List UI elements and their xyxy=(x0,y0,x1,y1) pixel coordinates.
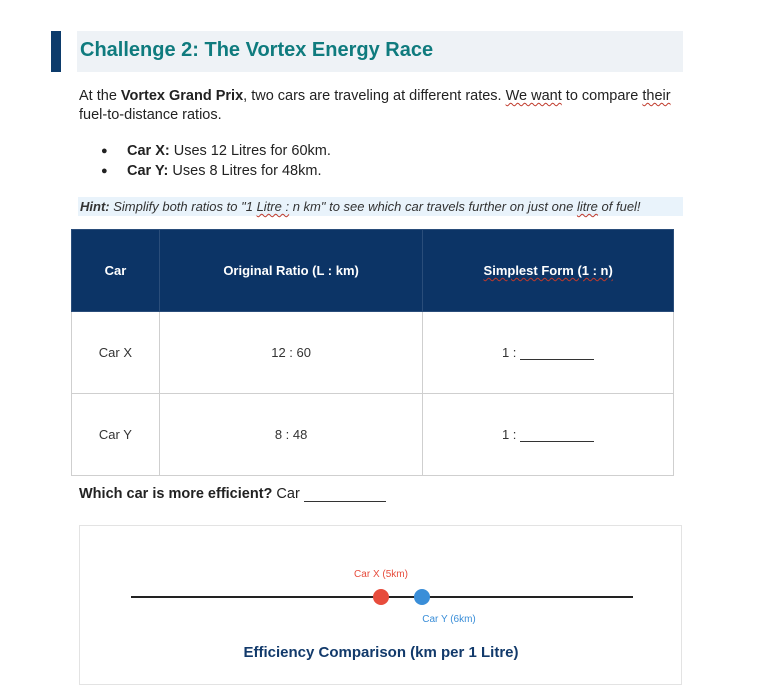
table-row xyxy=(72,394,674,476)
car-y-text: Uses 8 Litres for 48km. xyxy=(168,162,322,179)
hint-text-1: Simplify both ratios to "1 xyxy=(109,199,257,214)
hint-label: Hint: xyxy=(80,199,110,214)
intro-to-compare: to compare xyxy=(561,88,643,104)
car-x-point-label: Car X (5km) xyxy=(354,569,408,580)
intro-middle: , two cars are traveling at different rates. xyxy=(243,88,506,104)
cell-original-ratio: 8 : 48 xyxy=(159,394,423,476)
car-list xyxy=(101,142,331,181)
car-x-point xyxy=(373,589,389,605)
cell-original-ratio: 12 : 60 xyxy=(159,312,423,394)
intro-prefix: At the xyxy=(79,88,121,104)
figure-caption: Efficiency Comparison (km per 1 Litre) xyxy=(243,644,519,661)
efficiency-question xyxy=(79,486,386,502)
car-y-item xyxy=(101,162,331,182)
ratio-table xyxy=(71,229,674,476)
title-accent-bar xyxy=(51,31,61,72)
efficiency-number-line xyxy=(80,526,683,686)
efficiency-figure xyxy=(79,525,682,685)
table-row xyxy=(72,312,674,394)
car-y-point xyxy=(414,589,430,605)
hint-box xyxy=(78,197,683,216)
answer-blank[interactable] xyxy=(520,347,594,360)
cell-simplest-form[interactable]: 1 : xyxy=(423,394,674,476)
intro-we-want: We want xyxy=(505,88,562,104)
header-simplest-form: Simplest Form (1 : n) xyxy=(423,230,674,312)
hint-litre-word: Litre : xyxy=(256,199,290,214)
cell-car: Car Y xyxy=(72,394,160,476)
car-x-text: Uses 12 Litres for 60km. xyxy=(169,143,331,159)
question-car-word: Car xyxy=(276,486,300,502)
header-original-ratio: Original Ratio (L : km) xyxy=(159,230,423,312)
cell-simplest-form[interactable]: 1 : xyxy=(423,312,674,394)
intro-end: fuel-to-distance ratios. xyxy=(79,107,222,123)
intro-paragraph xyxy=(79,87,689,125)
question-answer-blank[interactable] xyxy=(304,488,386,502)
intro-their: their xyxy=(642,88,671,104)
hint-text-3: of fuel! xyxy=(597,199,641,214)
header-car: Car xyxy=(72,230,160,312)
hint-litre-word-2: litre xyxy=(576,199,598,214)
answer-blank[interactable] xyxy=(520,429,594,442)
car-x-item xyxy=(101,142,331,162)
page-title: Challenge 2: The Vortex Energy Race xyxy=(80,39,434,61)
hint-text-2: n km" to see which car travels further on just one xyxy=(289,199,577,214)
car-y-label: Car Y: xyxy=(127,162,169,179)
cell-car: Car X xyxy=(72,312,160,394)
car-x-label: Car X: xyxy=(127,143,170,159)
intro-event-name: Vortex Grand Prix xyxy=(120,88,244,104)
car-y-point-label: Car Y (6km) xyxy=(422,614,476,625)
table-header-row xyxy=(72,230,674,312)
question-text: Which car is more efficient? xyxy=(79,486,273,502)
